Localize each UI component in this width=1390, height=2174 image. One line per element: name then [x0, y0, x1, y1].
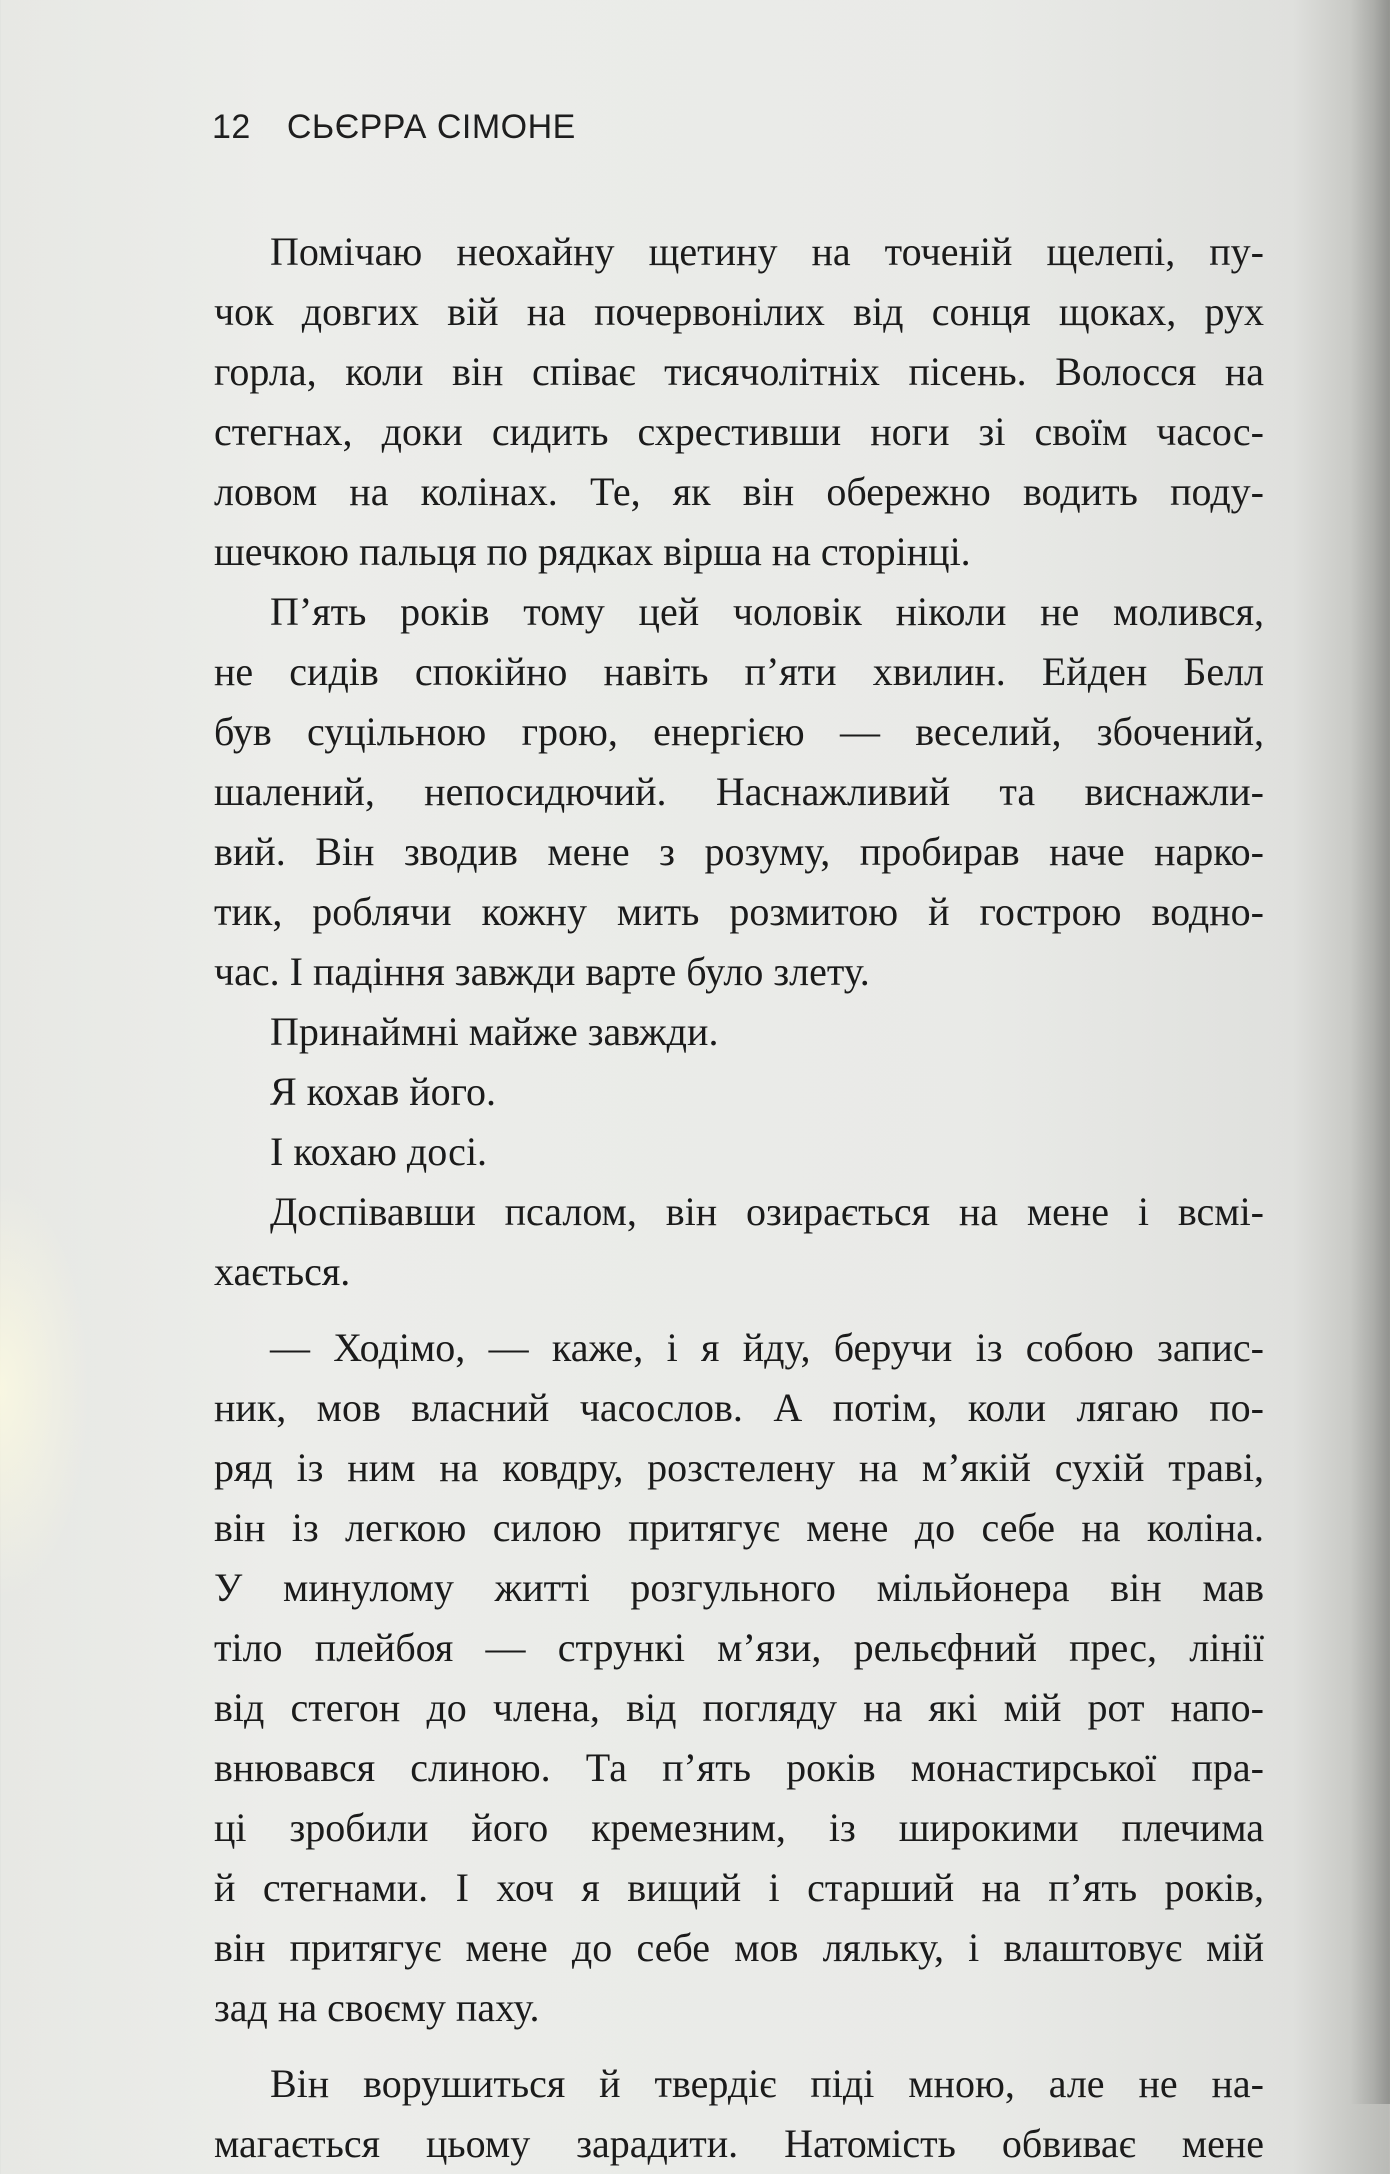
- text-line: Я кохав його.: [270, 1069, 497, 1114]
- book-spine-shadow: [1350, 0, 1390, 2104]
- text-line: й стегнами. І хоч я вищий і старший на п’ять років,: [214, 1865, 1264, 1910]
- text-line: тик, роблячи кожну мить розмитою й гострою водно-: [214, 889, 1264, 934]
- text-line: не сидів спокійно навіть п’яти хвилин. Ейден Белл: [214, 649, 1264, 694]
- running-header: [212, 108, 576, 147]
- paragraph-gap: [214, 1302, 1264, 1318]
- text-line: І кохаю досі.: [270, 1129, 488, 1174]
- text-line: від стегон до члена, від погляду на які мій рот напо-: [214, 1685, 1264, 1730]
- text-line: час. І падіння завжди варте було злету.: [214, 949, 870, 994]
- text-line: вий. Він зводив мене з розуму, пробирав наче нарко-: [214, 829, 1264, 874]
- text-line: він притягує мене до себе мов ляльку, і влаштовує мій: [214, 1925, 1264, 1970]
- text-line: ник, мов власний часослов. А потім, коли лягаю по-: [214, 1385, 1264, 1430]
- text-line: внювався слиною. Та п’ять років монастирської пра-: [214, 1745, 1264, 1790]
- text-line: Помічаю неохайну щетину на точеній щелепі, пу-: [270, 229, 1264, 274]
- body-text: [214, 222, 1264, 2174]
- text-line: шечкою пальця по рядках вірша на сторінці.: [214, 529, 971, 574]
- text-line: У минулому житті розгульного мільйонера він мав: [214, 1565, 1264, 1610]
- text-line: був суцільною грою, енергією — веселий, збочений,: [214, 709, 1264, 754]
- page-light-glare: [0, 1180, 90, 1600]
- text-line: хається.: [214, 1249, 351, 1294]
- text-line: магається цьому зарадити. Натомість обвиває мене: [214, 2121, 1264, 2166]
- text-line: горла, коли він співає тисячолітніх пісень. Волосся на: [214, 349, 1264, 394]
- text-line: Доспівавши псалом, він озирається на мене і всмі-: [270, 1189, 1264, 1234]
- paragraph-gap: [214, 2038, 1264, 2054]
- text-line: Принаймні майже завжди.: [270, 1009, 719, 1054]
- text-line: він із легкою силою притягує мене до себе на коліна.: [214, 1505, 1264, 1550]
- text-line: чок довгих вій на почервонілих від сонця щоках, рух: [214, 289, 1264, 334]
- text-line: тіло плейбоя — стрункі м’язи, рельєфний прес, лінії: [214, 1625, 1264, 1670]
- text-line: стегнах, доки сидить схрестивши ноги зі своїм часос-: [214, 409, 1264, 454]
- text-line: Він ворушиться й твердіє піді мною, але не на-: [270, 2061, 1264, 2106]
- text-line: зад на своєму паху.: [214, 1985, 540, 2030]
- text-line: — Ходімо, — каже, і я йду, беручи із собою запис-: [270, 1325, 1264, 1370]
- text-line: ловом на колінах. Те, як він обережно водить поду-: [214, 469, 1264, 514]
- text-line: шалений, непосидючий. Наснажливий та виснажли-: [214, 769, 1264, 814]
- text-line: ряд із ним на ковдру, розстелену на м’якій сухій траві,: [214, 1445, 1264, 1490]
- page-number: 12: [212, 108, 251, 146]
- text-line: ці зробили його кремезним, із широкими плечима: [214, 1805, 1264, 1850]
- running-title: СЬЄРРА СІМОНЕ: [286, 108, 576, 146]
- text-line: П’ять років тому цей чоловік ніколи не молився,: [270, 589, 1264, 634]
